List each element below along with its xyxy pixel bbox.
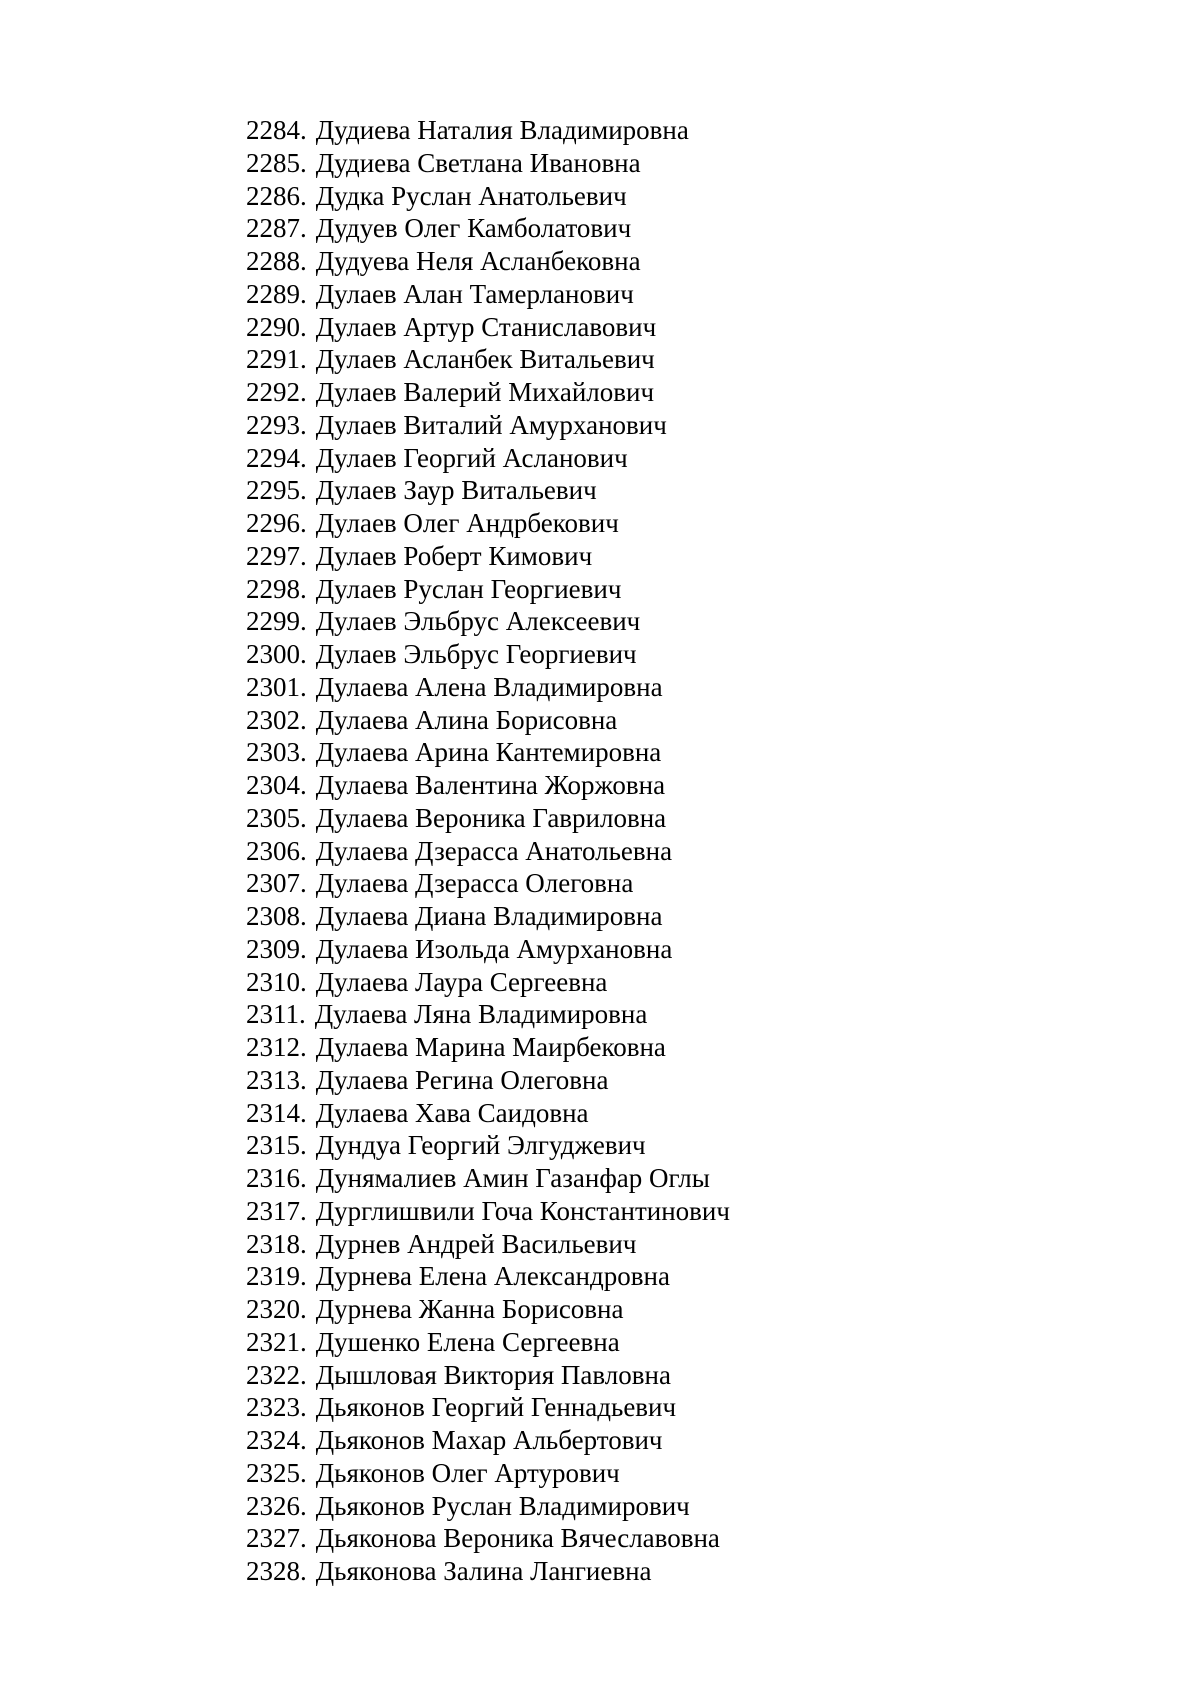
list-item <box>246 1097 730 1130</box>
entry-number: 2284. <box>246 115 307 145</box>
list-item <box>246 442 730 475</box>
list-item <box>246 376 730 409</box>
entry-name: Дурнев Андрей Васильевич <box>315 1228 637 1259</box>
entry-number: 2288. <box>246 246 307 276</box>
list-item <box>246 671 730 704</box>
entry-number: 2313. <box>246 1064 307 1095</box>
entry-name: Дулаева Алина Борисовна <box>315 704 618 735</box>
entry-name: Дулаева Дзерасса Анатольевна <box>315 835 673 866</box>
entry-name: Дурнева Елена Александровна <box>315 1261 670 1292</box>
name-list <box>246 114 730 1588</box>
list-item <box>246 1195 730 1228</box>
entry-name: Дьяконов Олег Артурович <box>315 1457 620 1488</box>
entry-name: Дудуева Неля Асланбековна <box>315 246 641 276</box>
list-item <box>246 1129 730 1162</box>
entry-name: Дулаев Валерий Михайлович <box>315 377 655 407</box>
entry-number: 2294. <box>246 442 307 473</box>
entry-name: Дулаев Виталий Амурханович <box>315 409 667 440</box>
entry-number: 2297. <box>246 540 307 571</box>
entry-name: Дулаев Эльбрус Алексеевич <box>315 606 641 637</box>
entry-number: 2302. <box>246 704 307 735</box>
entry-number: 2310. <box>246 966 307 997</box>
entry-name: Дулаев Георгий Асланович <box>315 442 628 473</box>
entry-number: 2303. <box>246 737 307 768</box>
entry-number: 2317. <box>246 1195 307 1226</box>
entry-number: 2296. <box>246 508 307 538</box>
list-item <box>246 802 730 835</box>
entry-name: Дундуа Георгий Элгуджевич <box>315 1130 646 1161</box>
list-item <box>246 147 730 180</box>
entry-number: 2324. <box>246 1425 307 1455</box>
entry-number: 2300. <box>246 639 307 669</box>
entry-number: 2307. <box>246 868 307 899</box>
entry-number: 2309. <box>246 933 307 964</box>
list-item <box>246 474 730 507</box>
list-item <box>246 507 730 540</box>
entry-name: Дулаева Лаура Сергеевна <box>315 966 608 997</box>
entry-number: 2326. <box>246 1490 307 1521</box>
list-item <box>246 933 730 966</box>
entry-number: 2327. <box>246 1523 307 1554</box>
list-item <box>246 114 730 147</box>
entry-number: 2311. <box>246 999 306 1030</box>
entry-name: Дышловая Виктория Павловна <box>315 1359 671 1390</box>
list-item <box>246 1162 730 1195</box>
entry-name: Дулаева Валентина Жоржовна <box>315 770 666 800</box>
entry-number: 2295. <box>246 475 307 506</box>
list-item <box>246 1424 730 1457</box>
entry-name: Дулаев Асланбек Витальевич <box>315 344 655 375</box>
entry-number: 2292. <box>246 377 307 407</box>
list-item <box>246 966 730 999</box>
entry-name: Дулаев Заур Витальевич <box>315 475 597 506</box>
entry-number: 2286. <box>246 180 307 211</box>
entry-name: Дьяконова Залина Лангиевна <box>315 1556 652 1586</box>
entry-number: 2325. <box>246 1457 307 1488</box>
entry-number: 2320. <box>246 1294 307 1324</box>
entry-name: Дулаева Изольда Амурхановна <box>315 933 673 964</box>
entry-number: 2308. <box>246 901 307 931</box>
entry-name: Дулаева Алена Владимировна <box>315 671 663 702</box>
list-item <box>246 180 730 213</box>
list-item <box>246 998 730 1031</box>
entry-number: 2306. <box>246 835 307 866</box>
entry-name: Дулаева Дзерасса Олеговна <box>315 868 634 899</box>
list-item <box>246 900 730 933</box>
list-item <box>246 1391 730 1424</box>
list-item <box>246 1490 730 1523</box>
list-item <box>246 278 730 311</box>
entry-number: 2289. <box>246 278 307 309</box>
list-item <box>246 311 730 344</box>
entry-number: 2298. <box>246 573 307 604</box>
list-item <box>246 1359 730 1392</box>
list-item <box>246 409 730 442</box>
list-item <box>246 704 730 737</box>
entry-name: Дулаева Арина Кантемировна <box>315 737 662 768</box>
list-item <box>246 343 730 376</box>
entry-name: Дьяконов Махар Альбертович <box>315 1425 663 1455</box>
entry-name: Дунямалиев Амин Газанфар Оглы <box>315 1163 710 1193</box>
entry-name: Дурнева Жанна Борисовна <box>315 1294 624 1324</box>
entry-name: Дулаев Алан Тамерланович <box>315 278 634 309</box>
list-item <box>246 867 730 900</box>
entry-name: Дулаев Руслан Георгиевич <box>315 573 622 604</box>
entry-name: Душенко Елена Сергеевна <box>315 1326 620 1357</box>
entry-number: 2322. <box>246 1359 307 1390</box>
entry-name: Дулаев Эльбрус Георгиевич <box>315 639 637 669</box>
entry-number: 2318. <box>246 1228 307 1259</box>
entry-name: Дулаева Диана Владимировна <box>315 901 663 931</box>
entry-number: 2323. <box>246 1392 307 1423</box>
list-item <box>246 1228 730 1261</box>
entry-number: 2291. <box>246 344 307 375</box>
entry-name: Дулаева Хава Саидовна <box>315 1097 589 1128</box>
entry-number: 2290. <box>246 311 307 342</box>
entry-name: Дулаева Марина Маирбековна <box>315 1032 666 1062</box>
entry-name: Дулаев Артур Станиславович <box>315 311 657 342</box>
entry-name: Дьяконов Георгий Геннадьевич <box>315 1392 677 1423</box>
entry-name: Дулаев Роберт Кимович <box>315 540 593 571</box>
list-item <box>246 245 730 278</box>
entry-name: Дьяконова Вероника Вячеславовна <box>315 1523 720 1554</box>
entry-name: Дулаева Вероника Гавриловна <box>315 802 667 833</box>
list-item <box>246 212 730 245</box>
entry-name: Дьяконов Руслан Владимирович <box>315 1490 690 1521</box>
list-item <box>246 540 730 573</box>
list-item <box>246 1260 730 1293</box>
entry-name: Дудка Руслан Анатольевич <box>315 180 627 211</box>
list-item <box>246 1326 730 1359</box>
entry-number: 2287. <box>246 213 307 244</box>
entry-number: 2312. <box>246 1032 307 1062</box>
entry-name: Дулаева Ляна Владимировна <box>314 999 648 1030</box>
entry-number: 2301. <box>246 671 307 702</box>
entry-number: 2319. <box>246 1261 307 1292</box>
list-item <box>246 769 730 802</box>
entry-name: Дудиева Светлана Ивановна <box>315 147 641 178</box>
list-item <box>246 573 730 606</box>
list-item <box>246 638 730 671</box>
entry-number: 2299. <box>246 606 307 637</box>
entry-number: 2305. <box>246 802 307 833</box>
entry-number: 2314. <box>246 1097 307 1128</box>
entry-name: Дурглишвили Гоча Константинович <box>315 1195 730 1226</box>
list-item <box>246 1522 730 1555</box>
list-item <box>246 605 730 638</box>
list-item <box>246 736 730 769</box>
entry-number: 2304. <box>246 770 307 800</box>
list-item <box>246 1457 730 1490</box>
entry-number: 2293. <box>246 409 307 440</box>
entry-number: 2315. <box>246 1130 307 1161</box>
entry-number: 2316. <box>246 1163 307 1193</box>
entry-number: 2321. <box>246 1326 307 1357</box>
entry-name: Дудиева Наталия Владимировна <box>315 115 689 145</box>
entry-number: 2285. <box>246 147 307 178</box>
list-item <box>246 1555 730 1588</box>
list-item <box>246 1031 730 1064</box>
entry-name: Дулаева Регина Олеговна <box>315 1064 609 1095</box>
entry-number: 2328. <box>246 1556 307 1586</box>
list-item <box>246 835 730 868</box>
entry-name: Дулаев Олег Андрбекович <box>315 508 619 538</box>
list-item <box>246 1293 730 1326</box>
list-item <box>246 1064 730 1097</box>
entry-name: Дудуев Олег Камболатович <box>315 213 632 244</box>
